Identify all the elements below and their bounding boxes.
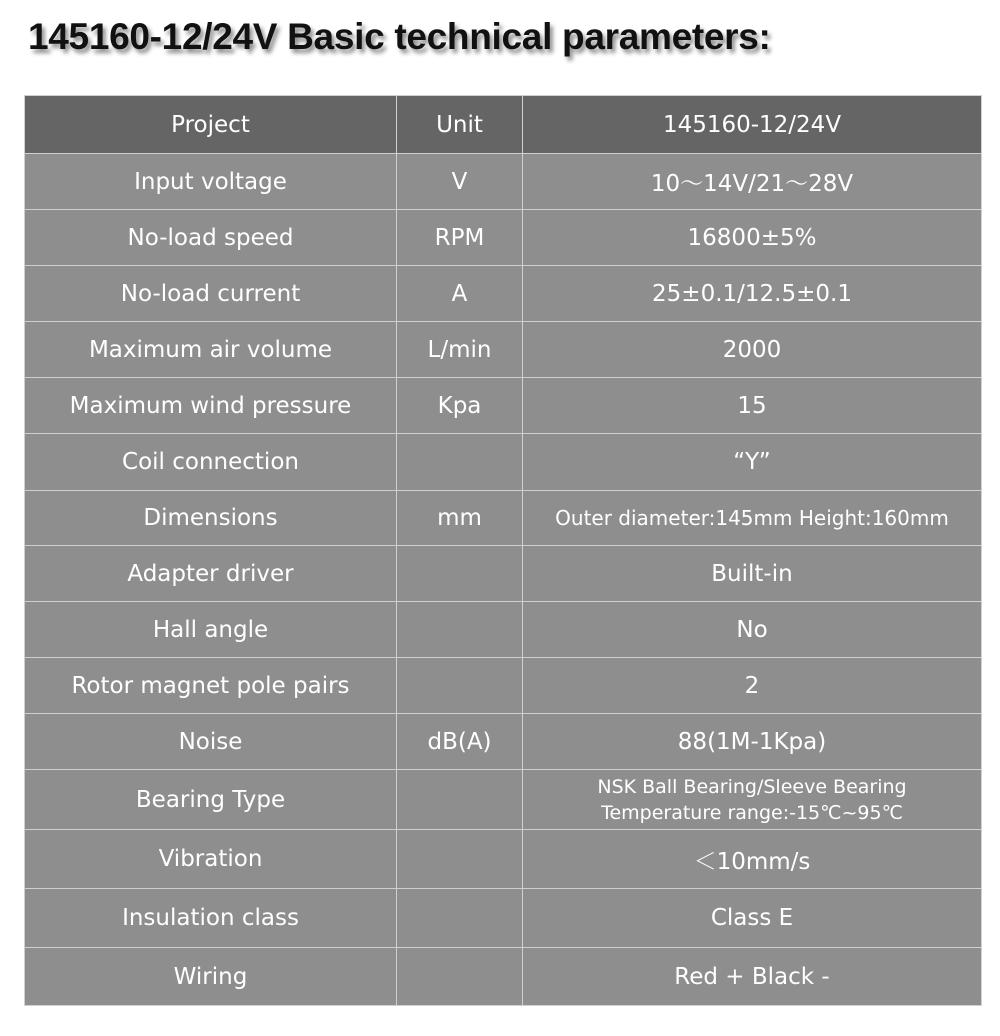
row-project: Insulation class xyxy=(25,889,397,948)
row-unit: V xyxy=(397,154,523,210)
page-title: 145160-12/24V Basic technical parameters: xyxy=(28,16,771,57)
row-project: Vibration xyxy=(25,830,397,889)
table-row xyxy=(25,322,982,378)
row-unit: mm xyxy=(397,491,523,546)
row-project: Maximum air volume xyxy=(25,322,397,378)
row-value: 16800±5% xyxy=(523,210,982,266)
row-unit xyxy=(397,546,523,602)
table-row xyxy=(25,154,982,210)
row-unit: A xyxy=(397,266,523,322)
row-value: 2 xyxy=(523,658,982,714)
row-project: Hall angle xyxy=(25,602,397,658)
row-value: 88(1M-1Kpa) xyxy=(523,714,982,770)
row-project: Adapter driver xyxy=(25,546,397,602)
row-project: Maximum wind pressure xyxy=(25,378,397,434)
row-project: Dimensions xyxy=(25,491,397,546)
table-row xyxy=(25,378,982,434)
row-unit xyxy=(397,830,523,889)
row-project: Input voltage xyxy=(25,154,397,210)
row-project: Coil connection xyxy=(25,434,397,491)
row-project: Wiring xyxy=(25,948,397,1006)
table-row xyxy=(25,948,982,1006)
row-project: No-load current xyxy=(25,266,397,322)
table-row xyxy=(25,658,982,714)
header-project: Project xyxy=(25,96,397,154)
row-value: ＜10mm/s xyxy=(523,830,982,889)
row-project: No-load speed xyxy=(25,210,397,266)
table-row xyxy=(25,770,982,830)
table-row xyxy=(25,210,982,266)
row-value: 15 xyxy=(523,378,982,434)
table-row xyxy=(25,491,982,546)
row-value xyxy=(523,770,982,830)
row-value: “Y” xyxy=(523,434,982,491)
row-unit: dB(A) xyxy=(397,714,523,770)
row-unit xyxy=(397,770,523,830)
row-unit xyxy=(397,948,523,1006)
table-row xyxy=(25,266,982,322)
row-unit xyxy=(397,434,523,491)
row-project: Rotor magnet pole pairs xyxy=(25,658,397,714)
temperature-range-line: Temperature range:-15℃~95℃ xyxy=(601,801,903,824)
table-header-row xyxy=(25,96,982,154)
row-unit: RPM xyxy=(397,210,523,266)
bearing-type-line: NSK Ball Bearing/Sleeve Bearing xyxy=(597,775,907,798)
row-project: Noise xyxy=(25,714,397,770)
table-row xyxy=(25,714,982,770)
row-unit: L/min xyxy=(397,322,523,378)
row-unit xyxy=(397,658,523,714)
table-row xyxy=(25,434,982,491)
row-unit xyxy=(397,889,523,948)
header-unit: Unit xyxy=(397,96,523,154)
table-row xyxy=(25,830,982,889)
row-value: Outer diameter:145mm Height:160mm xyxy=(523,491,982,546)
row-value: 10～14V/21～28V xyxy=(523,154,982,210)
table-row xyxy=(25,889,982,948)
header-model: 145160-12/24V xyxy=(523,96,982,154)
row-value: Built-in xyxy=(523,546,982,602)
row-unit: Kpa xyxy=(397,378,523,434)
row-value: 25±0.1/12.5±0.1 xyxy=(523,266,982,322)
row-value: 2000 xyxy=(523,322,982,378)
table-row xyxy=(25,602,982,658)
row-value: Red + Black - xyxy=(523,948,982,1006)
table-row xyxy=(25,546,982,602)
row-value: Class E xyxy=(523,889,982,948)
row-unit xyxy=(397,602,523,658)
row-project: Bearing Type xyxy=(25,770,397,830)
row-value: No xyxy=(523,602,982,658)
parameters-table xyxy=(24,95,982,1006)
